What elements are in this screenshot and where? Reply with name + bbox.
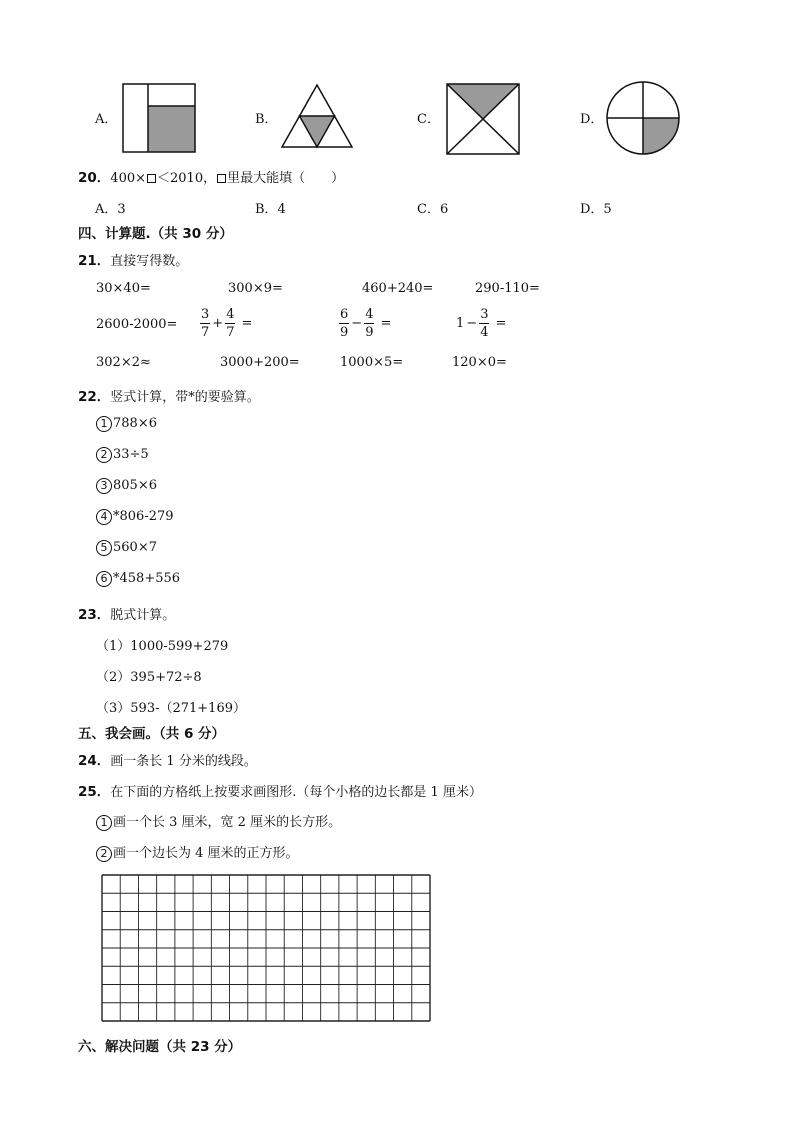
option-label: B． — [255, 112, 278, 127]
vertical-calc-item: 1 788×6 — [96, 416, 157, 432]
fraction: $\frac{3}{7}$ — [201, 307, 210, 340]
q20-option-b: B．4 — [255, 202, 286, 217]
section-4-title: 四、计算题.（共 30 分） — [78, 226, 233, 242]
step-calc-item: （3）593-（271+169） — [96, 701, 246, 716]
question-24 — [78, 749, 257, 769]
step-calc-item: （1）1000-599+279 — [96, 639, 229, 654]
circled-number-icon: 5 — [96, 540, 112, 556]
question-text: 直接写得数。 — [110, 254, 189, 269]
blank-box-icon — [147, 174, 156, 183]
question-text-a: 400× — [110, 171, 147, 186]
question-number: 23． — [78, 607, 111, 623]
fraction: $\frac{4}{7}$ — [226, 307, 235, 340]
calc-item: 120×0= — [452, 355, 507, 370]
question-number: 21． — [78, 253, 111, 269]
question-number: 20． — [78, 170, 111, 186]
calc-item: 460+240= — [362, 281, 434, 296]
circled-number-icon: 4 — [96, 509, 112, 525]
question-number: 25． — [78, 784, 111, 800]
blank-box-icon — [217, 174, 226, 183]
question-text: 画一条长 1 分米的线段。 — [110, 754, 257, 769]
vertical-calc-item: 6 *458+556 — [96, 571, 180, 587]
question-text: 在下面的方格纸上按要求画图形.（每个小格的边长都是 1 厘米） — [110, 785, 482, 800]
q19-option-a — [95, 108, 117, 127]
q20-option-c: C．6 — [417, 202, 449, 217]
question-21 — [78, 249, 188, 269]
triangle-center-shaded-icon — [280, 83, 354, 149]
question-text-c: 里最大能填（ ） — [227, 171, 345, 186]
question-number: 24． — [78, 753, 111, 769]
drawing-task-item: 1 画一个长 3 厘米，宽 2 厘米的长方形。 — [96, 811, 341, 831]
question-text-b: ＜2010， — [157, 171, 217, 186]
question-22 — [78, 385, 260, 405]
circled-number-icon: 2 — [96, 447, 112, 463]
question-23 — [78, 603, 175, 623]
square-diagonal-shaded-icon — [446, 83, 520, 155]
section-6-title: 六、解决问题（共 23 分） — [78, 1039, 242, 1055]
question-number: 22． — [78, 389, 111, 405]
fraction: $\frac{6}{9}$ — [340, 307, 349, 340]
calc-item: 30×40= — [96, 281, 151, 296]
q19-option-d — [580, 108, 603, 127]
section-5-title: 五、我会画。（共 6 分） — [78, 726, 226, 742]
option-label: A． — [95, 112, 118, 127]
drawing-task-item: 2 画一个边长为 4 厘米的正方形。 — [96, 842, 299, 862]
rectangle-quarter-shaded-icon — [122, 83, 196, 153]
fraction-expression: $\frac{3}{7}$ + $\frac{4}{7}$ = — [201, 307, 253, 340]
calc-item: 2600-2000= — [96, 317, 178, 332]
circled-number-icon: 1 — [96, 416, 112, 432]
question-20 — [78, 166, 344, 186]
circled-number-icon: 2 — [96, 846, 112, 862]
fraction-expression: $\frac{6}{9}$ − $\frac{4}{9}$ = — [340, 307, 392, 340]
circled-number-icon: 6 — [96, 571, 112, 587]
question-text: 竖式计算，带*的要验算。 — [110, 390, 260, 405]
calc-item: 290-110= — [475, 281, 540, 296]
fraction: $\frac{3}{4}$ — [480, 307, 489, 340]
vertical-calc-item: 2 33÷5 — [96, 447, 149, 463]
circle-quarter-shaded-icon — [605, 80, 681, 156]
fraction: $\frac{4}{9}$ — [365, 307, 374, 340]
calc-item: 302×2≈ — [96, 355, 151, 370]
question-text: 脱式计算。 — [110, 608, 176, 623]
q20-option-a: A．3 — [95, 202, 126, 217]
circled-number-icon: 1 — [96, 815, 112, 831]
q19-option-c — [417, 108, 440, 127]
vertical-calc-item: 5 560×7 — [96, 540, 157, 556]
vertical-calc-item: 3 805×6 — [96, 478, 157, 494]
option-label: D． — [580, 112, 604, 127]
q20-option-d: D．5 — [580, 202, 612, 217]
question-25 — [78, 780, 482, 800]
fraction-expression: 1 − $\frac{3}{4}$ = — [456, 307, 507, 340]
circled-number-icon: 3 — [96, 478, 112, 494]
calc-item: 300×9= — [228, 281, 283, 296]
calc-item: 3000+200= — [220, 355, 300, 370]
option-label: C． — [417, 112, 440, 127]
step-calc-item: （2）395+72÷8 — [96, 670, 202, 685]
grid-paper[interactable] — [101, 874, 431, 1022]
vertical-calc-item: 4 *806-279 — [96, 509, 174, 525]
calc-item: 1000×5= — [340, 355, 404, 370]
q19-option-b — [255, 108, 278, 127]
